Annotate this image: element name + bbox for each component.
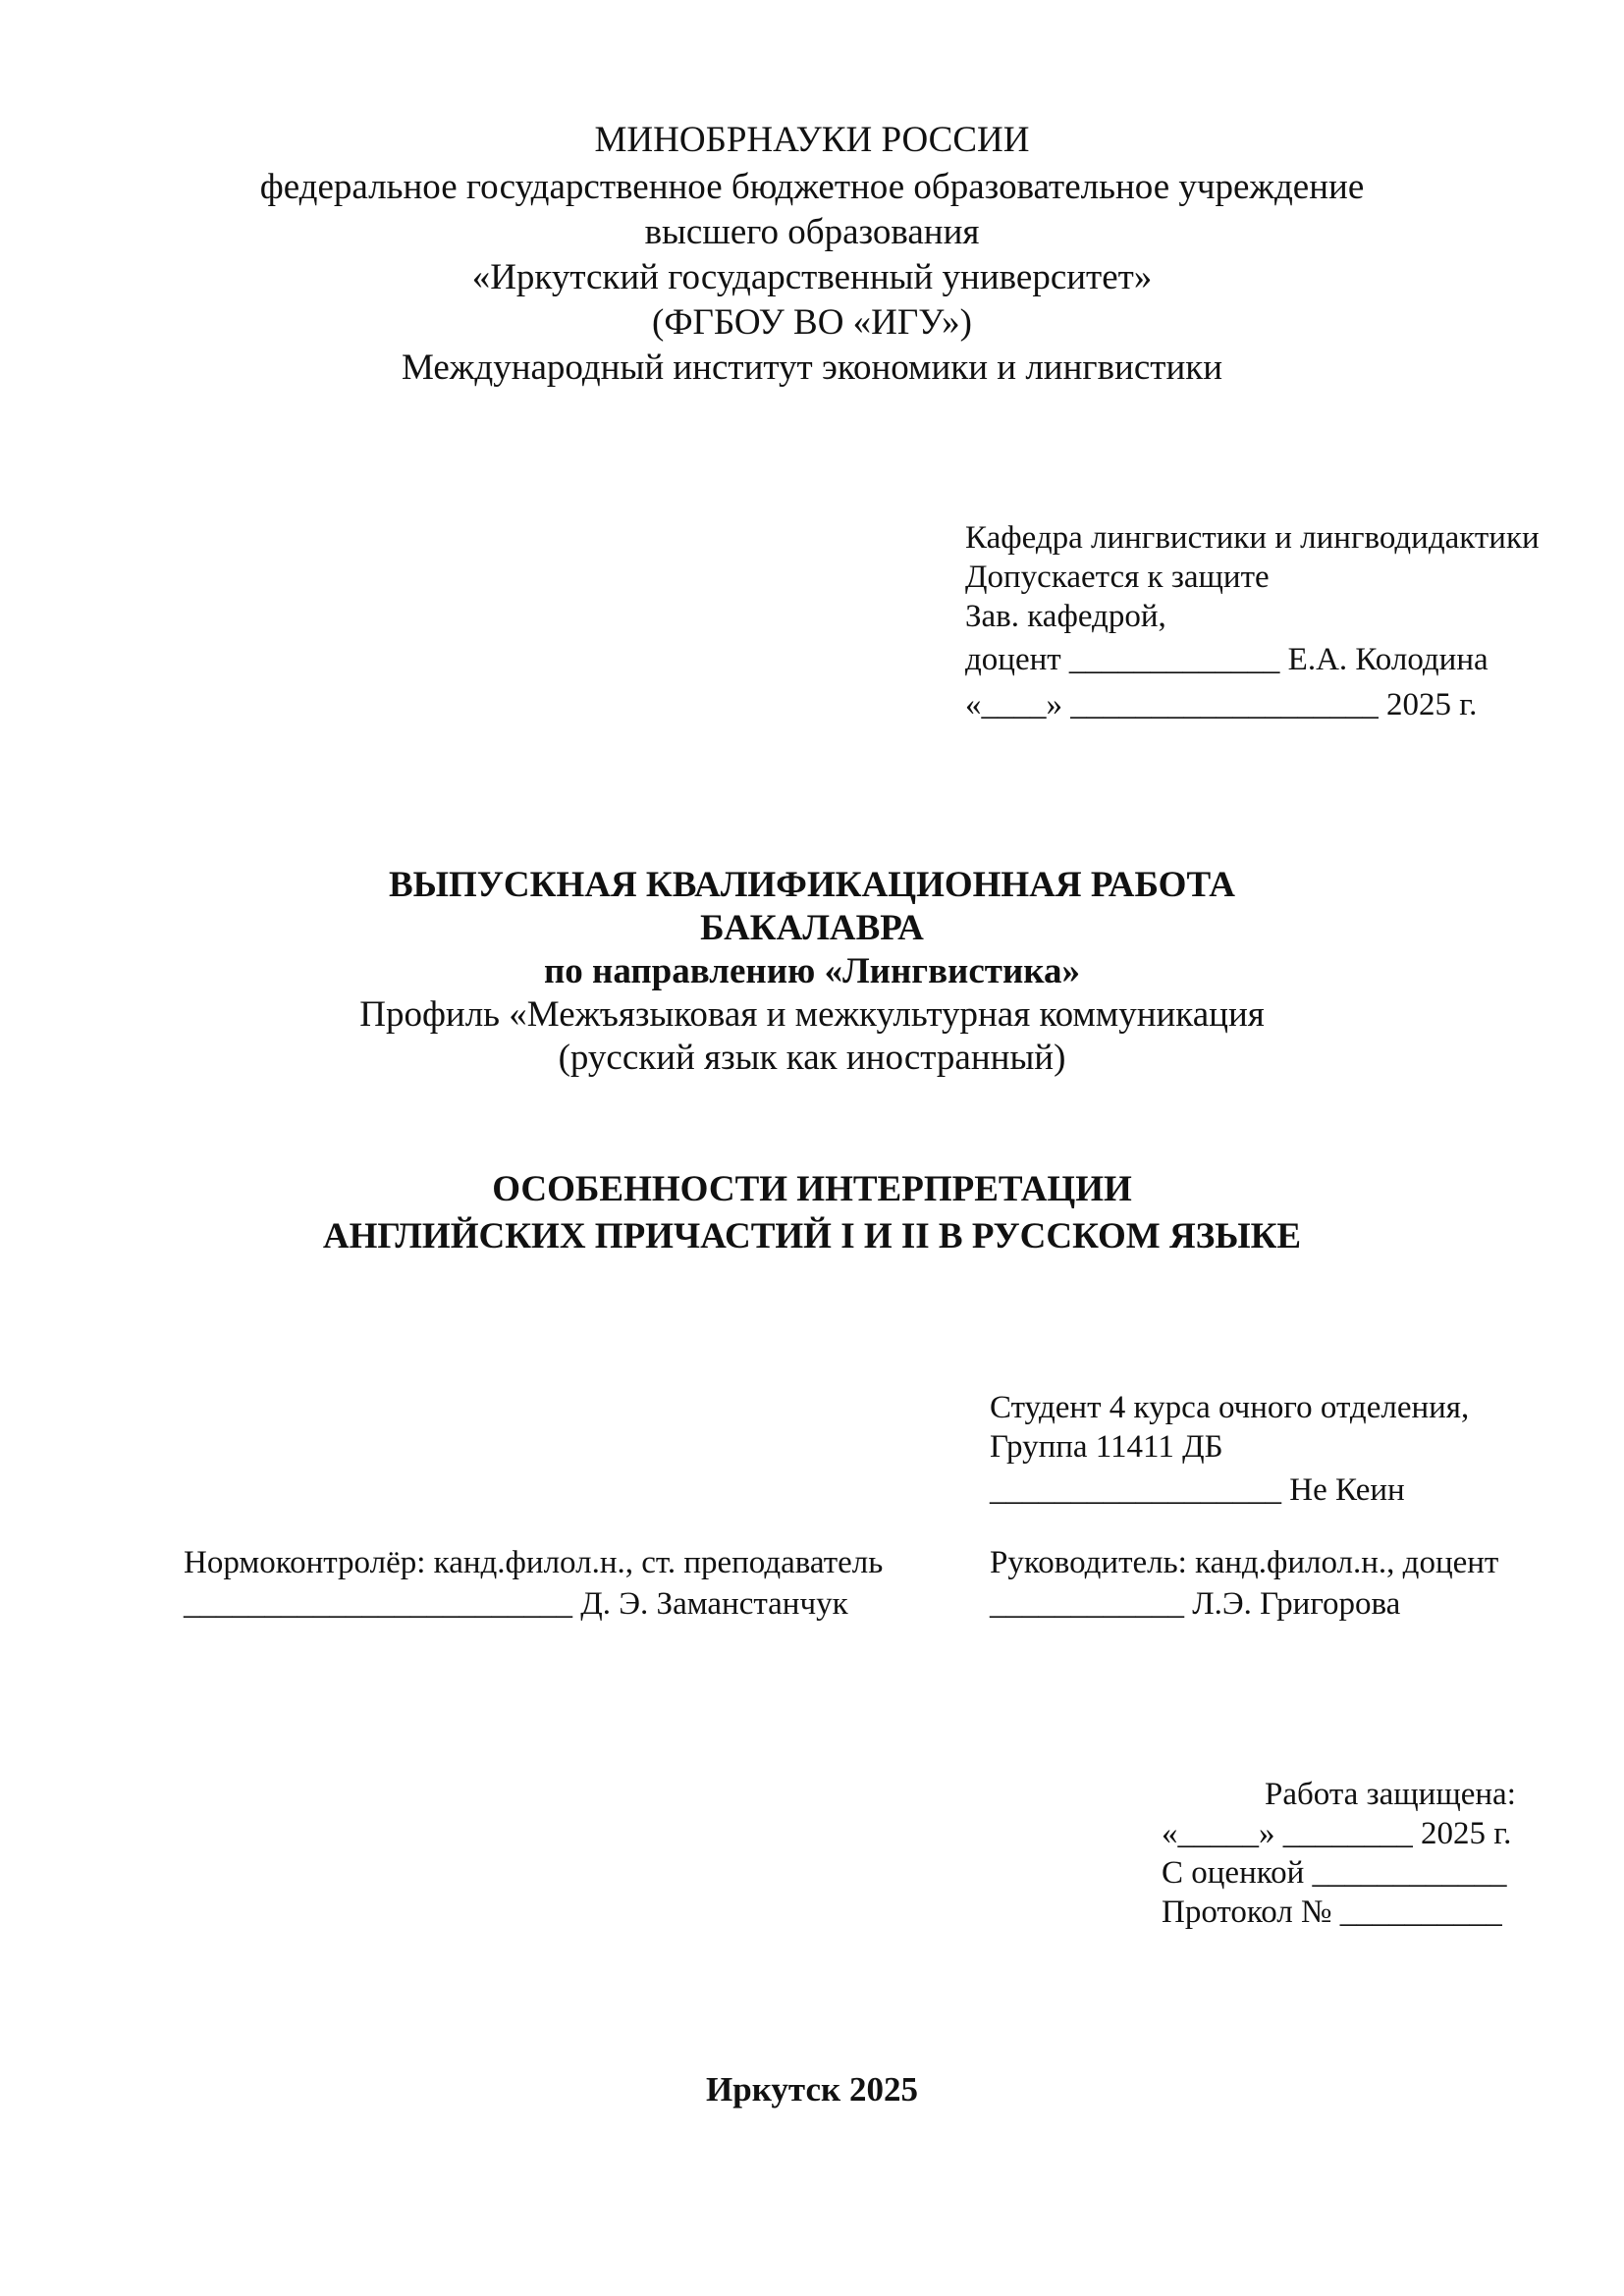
- grade-line: С оценкой ____________: [1162, 1855, 1507, 1891]
- department-name: Кафедра лингвистики и лингводидактики: [965, 520, 1540, 556]
- institution-type: федеральное государственное бюджетное образовательное учреждение: [259, 167, 1365, 207]
- defense-date-line: «_____» ________ 2025 г.: [1162, 1816, 1512, 1851]
- student-course: Студент 4 курса очного отделения,: [990, 1390, 1470, 1425]
- ministry-name: МИНОБРНАУКИ РОССИИ: [594, 120, 1030, 160]
- topic-line1: ОСОБЕННОСТИ ИНТЕРПРЕТАЦИИ: [492, 1169, 1132, 1209]
- university-abbreviation: (ФГБОУ ВО «ИГУ»): [652, 302, 972, 343]
- admission-date-line: «____» ___________________ 2025 г.: [965, 687, 1478, 722]
- head-of-department-signature: доцент _____________ Е.А. Колодина: [965, 642, 1489, 677]
- profile-line1: Профиль «Межъязыковая и межкультурная коммуникация: [359, 994, 1265, 1035]
- work-type-line1: ВЫПУСКНАЯ КВАЛИФИКАЦИОННАЯ РАБОТА: [388, 865, 1236, 905]
- city-and-year: Иркутск 2025: [706, 2070, 918, 2109]
- supervisor-title: Руководитель: канд.филол.н., доцент: [990, 1545, 1499, 1580]
- student-signature: __________________ Не Кеин: [990, 1472, 1405, 1508]
- work-type-line2: БАКАЛАВРА: [700, 908, 924, 948]
- topic-line2: АНГЛИЙСКИХ ПРИЧАСТИЙ I И II В РУССКОМ ЯЗЫКЕ: [322, 1216, 1302, 1256]
- normcontroller-signature: ________________________ Д. Э. Заманстанчук: [184, 1586, 848, 1622]
- defended-label: Работа защищена:: [1265, 1777, 1516, 1812]
- study-direction: по направлению «Лингвистика»: [543, 951, 1081, 991]
- student-group: Группа 11411 ДБ: [990, 1429, 1223, 1465]
- normcontroller-title: Нормоконтролёр: канд.филол.н., ст. преподаватель: [184, 1545, 884, 1580]
- supervisor-signature: ____________ Л.Э. Григорова: [990, 1586, 1401, 1622]
- head-of-department-title: Зав. кафедрой,: [965, 599, 1166, 634]
- admitted-to-defense: Допускается к защите: [965, 560, 1270, 595]
- protocol-line: Протокол № __________: [1162, 1895, 1502, 1930]
- education-level: высшего образования: [644, 212, 980, 252]
- institute-name: Международный институт экономики и лингвистики: [401, 347, 1223, 388]
- profile-line2: (русский язык как иностранный): [558, 1038, 1066, 1078]
- university-name: «Иркутский государственный университет»: [471, 257, 1153, 297]
